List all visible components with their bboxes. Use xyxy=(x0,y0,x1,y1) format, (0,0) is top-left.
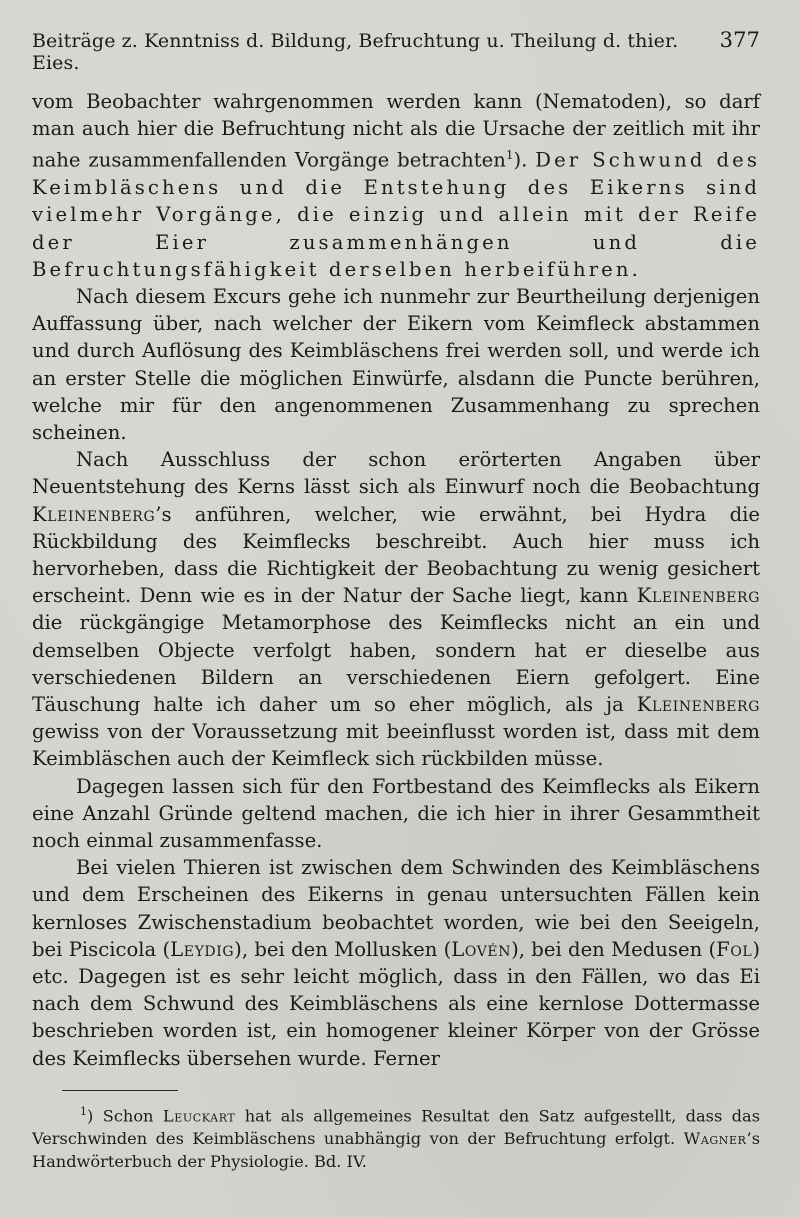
paragraph-3-text-1: Nach Ausschluss der schon erörterten Angaben über Neuentstehung des Kerns lässt sich als Einwurf noch die Beobachtung xyxy=(32,448,760,499)
paragraph-3 xyxy=(32,446,760,772)
footnote-text-3: ’s Handwörterbuch der Physiologie. Bd. IV. xyxy=(32,1129,760,1171)
paragraph-1-closing: ). xyxy=(513,148,528,172)
paragraph-1 xyxy=(32,88,760,283)
footnote-text-1: ) Schon xyxy=(87,1106,163,1126)
paragraph-2: Nach diesem Excurs gehe ich nunmehr zur Beurtheilung derjenigen Auffassung über, nach welcher der Eikern vom Keimfleck abstammen und durch Auflösung des Keimbläschens frei werden soll, und werde ich an erster Stelle die möglichen Einwürfe, alsdann die Puncte berühren, welche mir für den angenommenen Zusammenhang zu sprechen scheinen. xyxy=(32,284,760,444)
author-name: Wagner xyxy=(683,1129,747,1149)
footnote-marker: 1 xyxy=(80,1104,87,1118)
author-name: Kleinenberg xyxy=(636,584,760,608)
page-number: 377 xyxy=(719,28,760,52)
paragraph-5 xyxy=(32,854,760,1072)
author-name: Fol xyxy=(716,937,753,961)
paragraph-4: Dagegen lassen sich für den Fortbestand des Keimflecks als Eikern eine Anzahl Gründe geltend machen, die ich hier in ihrer Gesammtheit noch einmal zusammenfasse. xyxy=(32,774,760,853)
paragraph-5-text-3: ), bei den Medusen ( xyxy=(511,937,717,961)
running-head xyxy=(32,28,760,74)
author-name: Lovén xyxy=(451,937,512,961)
body-text xyxy=(32,88,760,1072)
paragraph-5-text-4: ) etc. Dagegen ist es sehr leicht möglich, dass in den Fällen, wo das Ei nach dem Schwund des Keimbläschens als eine kernlose Dottermasse beschrieben worden ist, ein homogener kleiner Körper von der Grösse des Keimflecks übersehen wurde. Ferner xyxy=(32,937,760,1070)
paragraph-3-text-4: gewiss von der Voraussetzung mit beeinflusst worden ist, dass mit dem Keimbläschen auch der Keimfleck sich rückbilden müsse. xyxy=(32,720,760,771)
paragraph-3-text-2: ’s anführen, welcher, wie erwähnt, bei Hydra die Rückbildung des Keimflecks beschreibt. Auch hier muss ich hervorheben, dass die Richtigkeit der Beobachtung zu wenig gesichert erscheint. Denn wie es in der Natur der Sache liegt, kann xyxy=(32,502,760,608)
paragraph-5-text-2: ), bei den Mollusken ( xyxy=(234,937,452,961)
paragraph-3-text-3: die rückgängige Metamorphose des Keimflecks nicht an ein und demselben Objecte verfolgt haben, sondern hat er dieselbe aus verschiedenen Bildern an verschiedenen Eiern gefolgert. Eine Täuschung halte ich daher um so eher möglich, als ja xyxy=(32,611,760,716)
footnote xyxy=(32,1101,760,1174)
running-head-title: Beiträge z. Kenntniss d. Bildung, Befruchtung u. Theilung d. thier. Eies. xyxy=(32,30,679,74)
footnote-divider xyxy=(62,1090,178,1091)
author-name: Kleinenberg xyxy=(636,693,760,716)
author-name: Leuckart xyxy=(162,1106,236,1126)
footnote-reference: 1 xyxy=(505,148,514,163)
author-name: Leydig xyxy=(170,937,235,961)
author-name: Kleinenberg xyxy=(32,502,156,526)
paragraph-5-text-1: Bei vielen Thieren ist zwischen dem Schwinden des Keimbläschens und dem Erscheinen des Eikerns in genau untersuchten Fällen kein kernloses Zwischenstadium beobachtet worden, wie bei den Seeigeln, bei Piscicola ( xyxy=(32,856,760,961)
paragraph-1-text: vom Beobachter wahrgenommen werden kann (Nematoden), so darf man auch hier die Befruchtung nicht als die Ursache der zeitlich mit ihr nahe zusammenfallenden Vorgänge betrachten xyxy=(32,90,760,172)
emphasized-statement: Der Schwund des Keimbläschens und die Entstehung des Eikerns sind vielmehr Vorgänge, die einzig und allein mit der Reife der Eier zusammenhängen und die Befruchtungsfähigkeit derselben herbeiführen. xyxy=(32,148,760,281)
footnote-text-2: hat als allgemeines Resultat den Satz aufgestellt, dass das Verschwinden des Keimbläschens unabhängig von der Befruchtung erfolgt. xyxy=(32,1106,760,1149)
